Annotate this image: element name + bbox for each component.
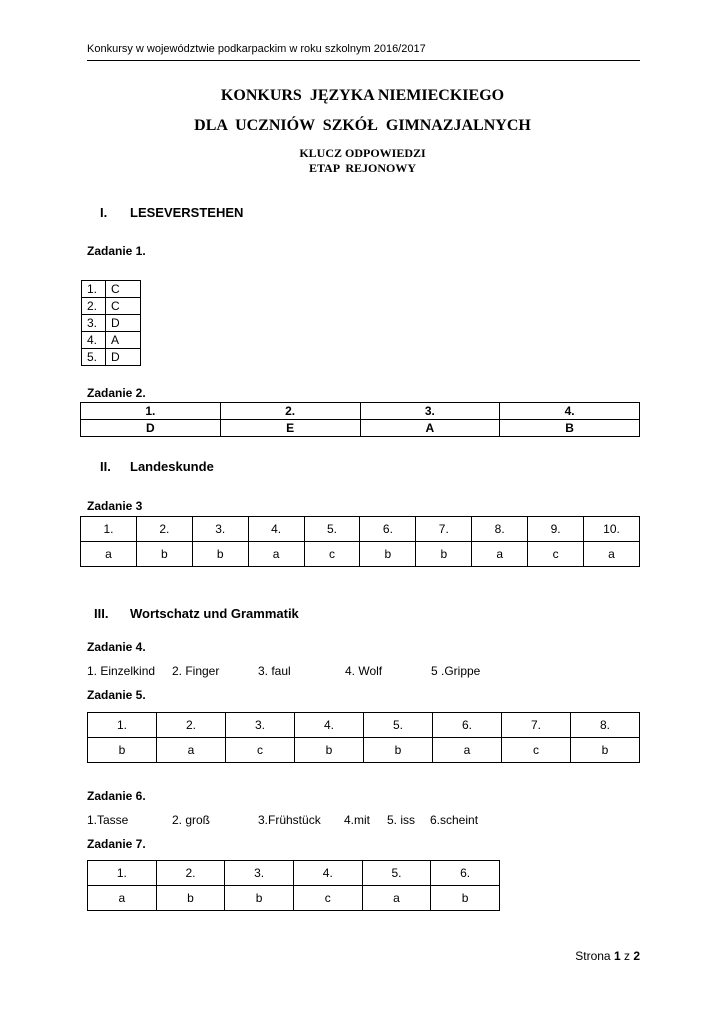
table-cell: 1. (81, 517, 137, 542)
table-cell: c (502, 738, 571, 763)
answer-item: 6.scheint (430, 813, 479, 827)
task-5-table (87, 712, 640, 763)
table-cell: 8. (472, 517, 528, 542)
table-cell: b (295, 738, 364, 763)
title-line-4: ETAP REJONOWY (308, 161, 417, 175)
running-header: Konkursy w województwie podkarpackim w roku szkolnym 2016/2017 (87, 43, 426, 55)
table-cell: 6. (433, 713, 502, 738)
section-label: Landeskunde (130, 459, 214, 474)
table-cell: b (225, 886, 294, 911)
table-cell: a (433, 738, 502, 763)
table-cell: b (416, 542, 472, 567)
table-cell: 5. (82, 349, 106, 366)
footer-page-number: 1 (613, 949, 621, 963)
table-cell: 4. (500, 403, 640, 420)
table-cell: 4. (293, 861, 362, 886)
table-row (88, 861, 500, 886)
table-cell: 3. (192, 517, 248, 542)
table-cell: b (571, 738, 640, 763)
table-cell: 6. (360, 517, 416, 542)
task-3-title: Zadanie 3 (87, 499, 143, 513)
table-cell: 2. (156, 861, 225, 886)
table-cell: 2. (220, 403, 360, 420)
task-2-table (80, 402, 640, 437)
title-line-1: KONKURS JĘZYKA NIEMIECKIEGO (220, 87, 505, 104)
table-cell: a (248, 542, 304, 567)
table-row (88, 886, 500, 911)
table-row (82, 349, 141, 366)
answer-item: 4. Wolf (345, 664, 383, 678)
table-cell: C (106, 298, 141, 315)
table-cell: b (192, 542, 248, 567)
section-label: LESEVERSTEHEN (130, 205, 244, 220)
title-line-3: KLUCZ ODPOWIEDZI (299, 146, 426, 160)
section-number: III. (94, 606, 109, 621)
table-cell: a (362, 886, 431, 911)
table-row (81, 420, 640, 437)
task-1-table (81, 280, 141, 366)
page-footer (575, 949, 640, 963)
table-cell: 4. (82, 332, 106, 349)
table-cell: 3. (360, 403, 500, 420)
section-label: Wortschatz und Grammatik (130, 606, 299, 621)
table-row (88, 738, 640, 763)
task-4-title: Zadanie 4. (87, 640, 146, 654)
answer-item: 2. groß (172, 813, 211, 827)
table-cell: c (304, 542, 360, 567)
footer-total-pages: 2 (633, 949, 640, 963)
answer-item: 3. faul (258, 664, 291, 678)
table-cell: a (88, 886, 157, 911)
footer-separator: z (623, 949, 630, 963)
table-cell: c (528, 542, 584, 567)
table-row (82, 298, 141, 315)
task-2-title: Zadanie 2. (87, 386, 146, 400)
table-row (81, 542, 640, 567)
table-cell: 9. (528, 517, 584, 542)
table-cell: 2. (82, 298, 106, 315)
table-cell: 7. (502, 713, 571, 738)
table-cell: 1. (82, 281, 106, 298)
table-cell: 3. (225, 861, 294, 886)
table-cell: a (472, 542, 528, 567)
table-cell: 5. (304, 517, 360, 542)
table-cell: 1. (81, 403, 221, 420)
table-cell: 4. (248, 517, 304, 542)
table-cell: 5. (364, 713, 433, 738)
table-cell: A (106, 332, 141, 349)
task-3-table (80, 516, 640, 567)
answer-item: 3.Frühstück (258, 813, 321, 827)
table-cell: 6. (431, 861, 500, 886)
table-row (81, 403, 640, 420)
table-cell: b (360, 542, 416, 567)
table-cell: b (88, 738, 157, 763)
table-cell: 8. (571, 713, 640, 738)
table-cell: b (136, 542, 192, 567)
table-row (82, 281, 141, 298)
task-1-title: Zadanie 1. (87, 244, 146, 258)
table-row (82, 315, 141, 332)
table-cell: 5. (362, 861, 431, 886)
task-6-answers (87, 813, 537, 829)
answer-item: 1. Einzelkind (87, 664, 156, 678)
answer-item: 2. Finger (172, 664, 220, 678)
table-row (88, 713, 640, 738)
table-cell: b (364, 738, 433, 763)
answer-item: 1.Tasse (87, 813, 129, 827)
table-cell: 7. (416, 517, 472, 542)
task-6-title: Zadanie 6. (87, 789, 146, 803)
table-cell: c (293, 886, 362, 911)
table-cell: 1. (88, 861, 157, 886)
table-cell: b (156, 886, 225, 911)
task-4-answers (87, 664, 587, 680)
task-5-title: Zadanie 5. (87, 688, 146, 702)
footer-label: Strona (575, 949, 611, 963)
task-7-table (87, 860, 500, 911)
table-cell: 10. (584, 517, 640, 542)
table-row (81, 517, 640, 542)
answer-item: 5. iss (387, 813, 416, 827)
table-row (82, 332, 141, 349)
title-line-2: DLA UCZNIÓW SZKÓŁ GIMNAZJALNYCH (194, 117, 531, 134)
table-cell: a (157, 738, 226, 763)
table-cell: b (431, 886, 500, 911)
answer-item: 4.mit (344, 813, 371, 827)
table-cell: 4. (295, 713, 364, 738)
table-cell: a (81, 542, 137, 567)
task-7-title: Zadanie 7. (87, 837, 146, 851)
table-cell: B (500, 420, 640, 437)
table-cell: 2. (136, 517, 192, 542)
table-cell: E (220, 420, 360, 437)
table-cell: 1. (88, 713, 157, 738)
table-cell: 2. (157, 713, 226, 738)
table-cell: a (584, 542, 640, 567)
table-cell: 3. (226, 713, 295, 738)
header-divider (87, 60, 640, 61)
table-cell: C (106, 281, 141, 298)
table-cell: D (81, 420, 221, 437)
table-cell: D (106, 315, 141, 332)
section-number: I. (100, 205, 108, 220)
section-number: II. (100, 459, 111, 474)
table-cell: A (360, 420, 500, 437)
table-cell: D (106, 349, 141, 366)
table-cell: c (226, 738, 295, 763)
table-cell: 3. (82, 315, 106, 332)
answer-item: 5 .Grippe (431, 664, 481, 678)
